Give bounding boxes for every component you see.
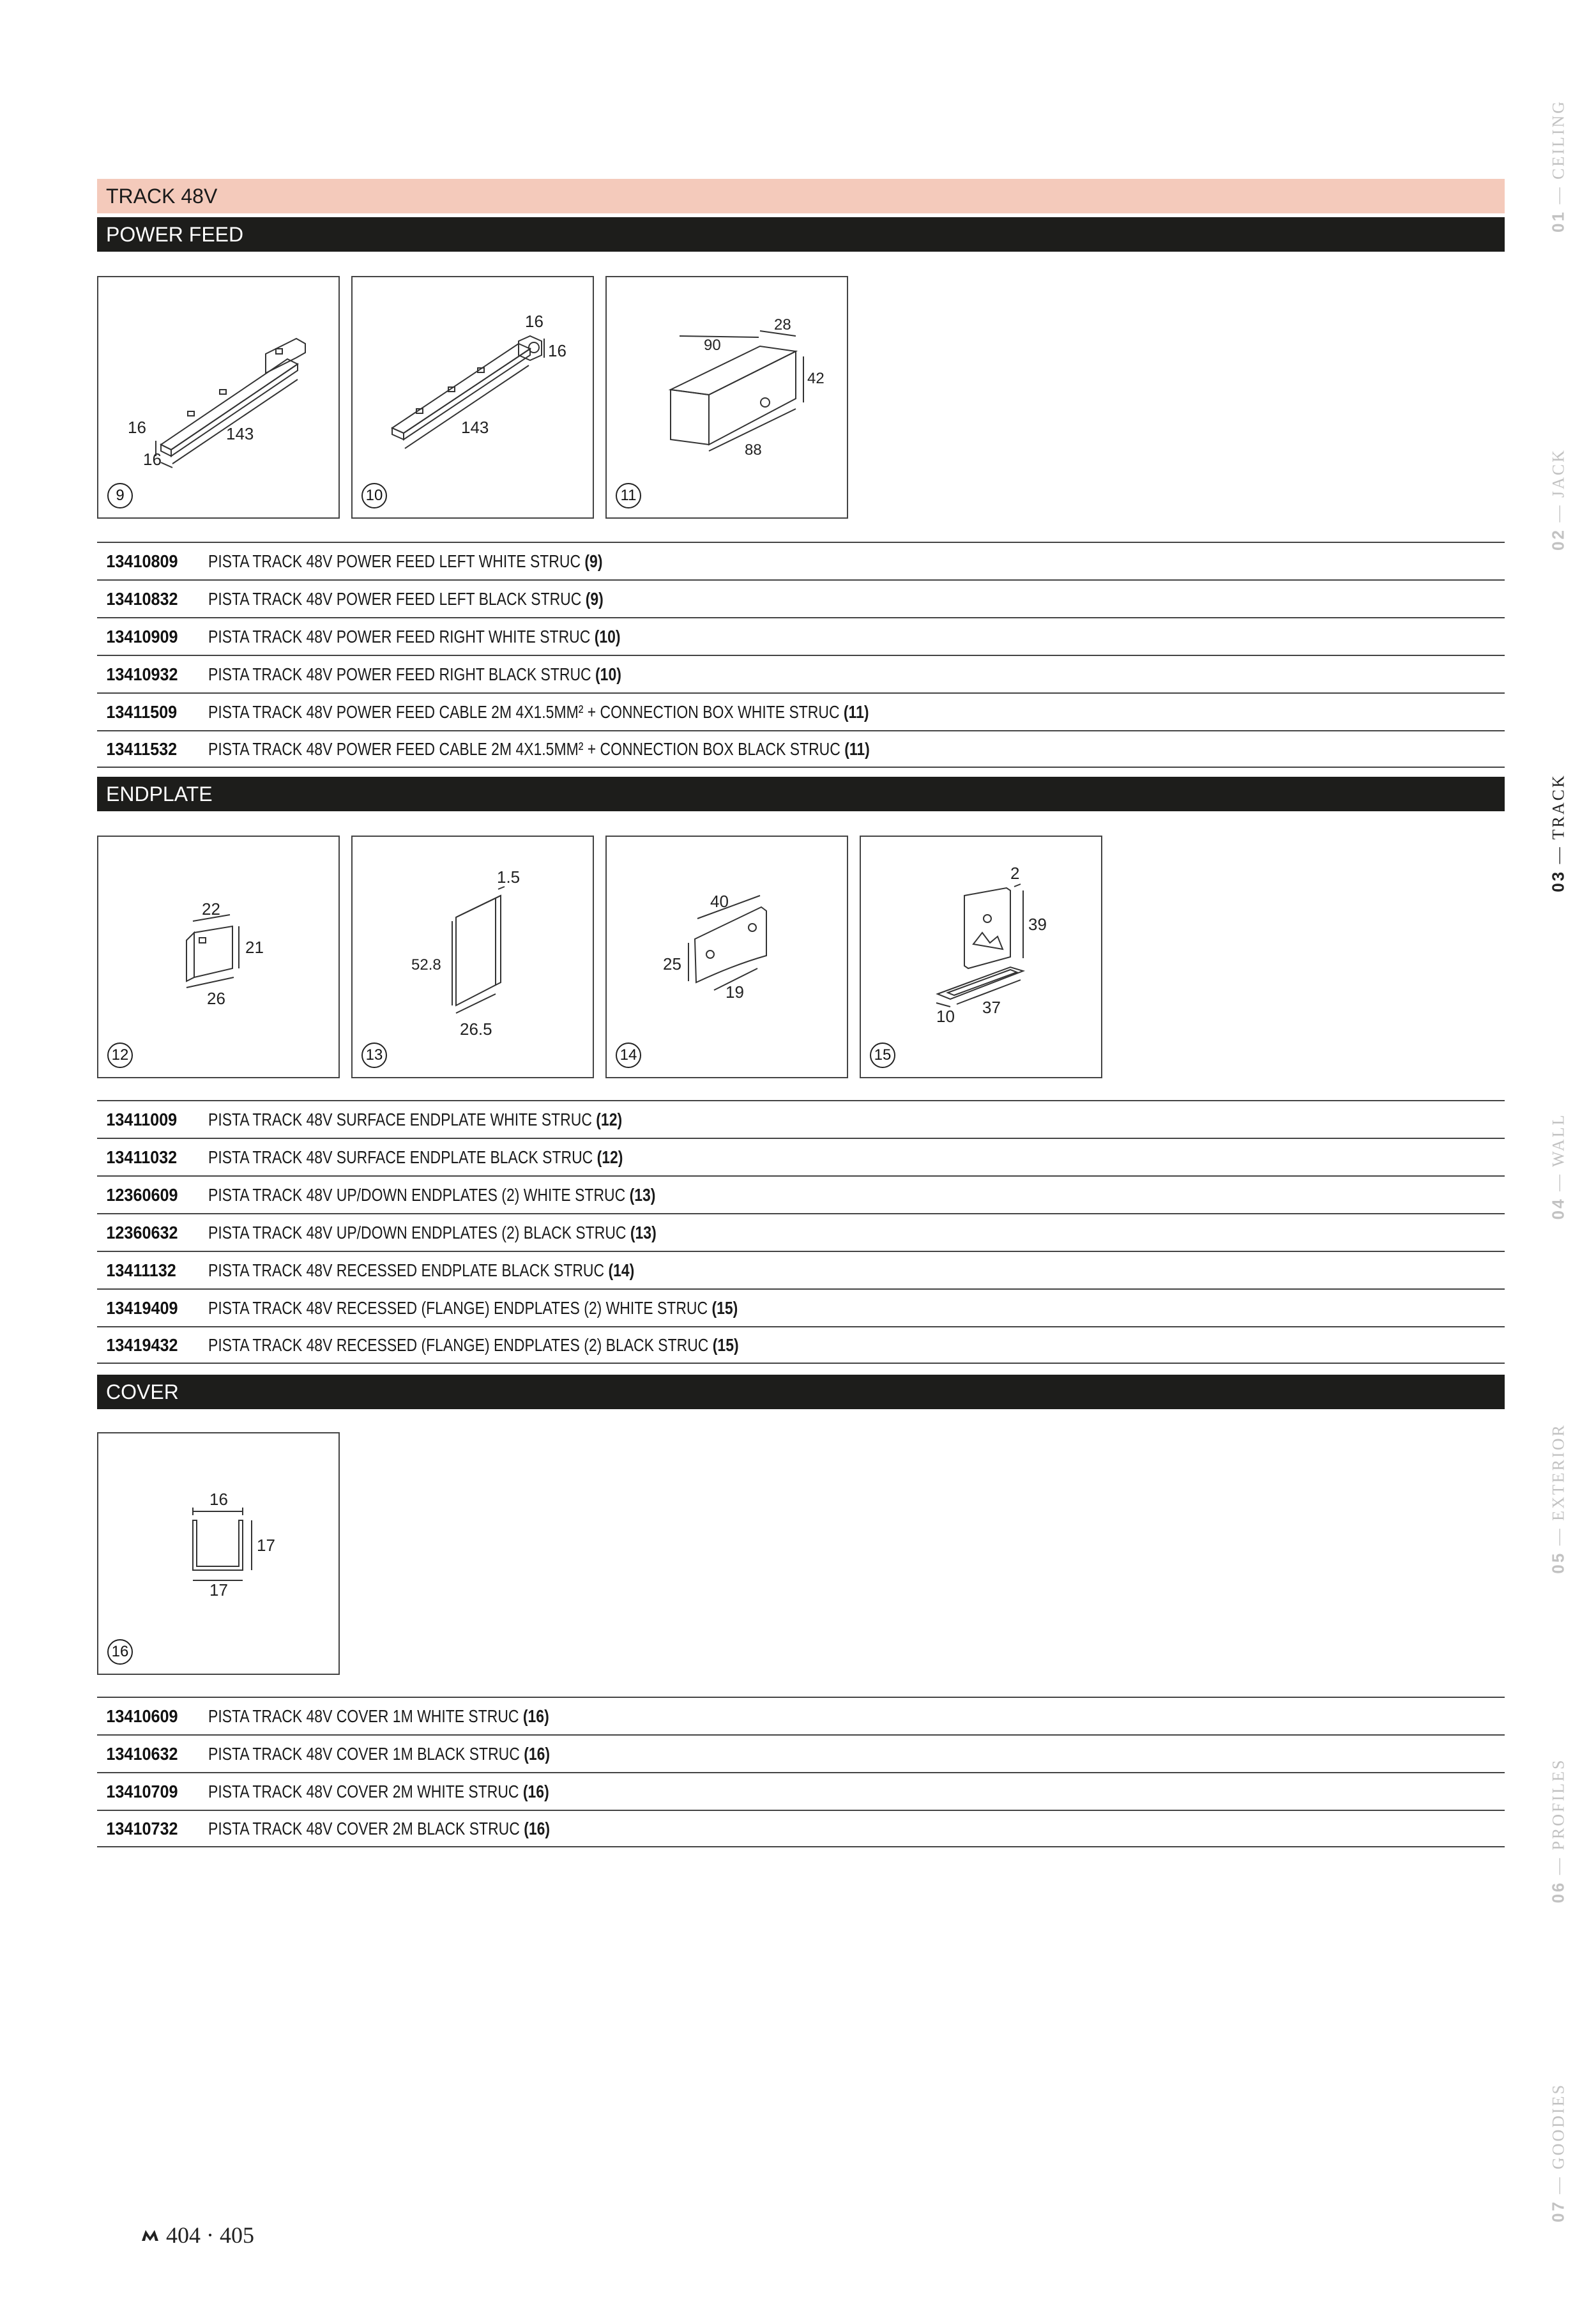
figure-number: 13 xyxy=(361,1043,387,1068)
category-title: TRACK 48V xyxy=(106,185,218,208)
side-nav-ceiling[interactable]: 01 — CEILING xyxy=(1548,100,1568,233)
figure-ref: (11) xyxy=(844,738,870,759)
section-header-cover xyxy=(97,1375,1505,1409)
dim-10-length: 143 xyxy=(461,418,489,437)
power-feed-left-drawing xyxy=(98,277,338,517)
connection-box-drawing xyxy=(607,277,847,517)
product-desc: PISTA TRACK 48V POWER FEED CABLE 2M 4X1.5MM² + CONNECTION BOX BLACK STRUC (11) xyxy=(208,738,870,759)
section-title: POWER FEED xyxy=(106,223,244,246)
figure-ref: (14) xyxy=(608,1260,635,1280)
product-code: 12360632 xyxy=(106,1222,178,1242)
dim-10-width: 16 xyxy=(525,312,543,331)
product-desc: PISTA TRACK 48V UP/DOWN ENDPLATES (2) WHITE STRUC (13) xyxy=(208,1184,656,1205)
dim-13-thickness: 1.5 xyxy=(497,867,521,887)
figure-13 xyxy=(351,836,594,1078)
product-desc: PISTA TRACK 48V SURFACE ENDPLATE WHITE STRUC (12) xyxy=(208,1109,623,1129)
table-row xyxy=(97,1288,1505,1326)
dim-11-length: 90 xyxy=(704,337,721,354)
figure-ref: (13) xyxy=(629,1184,656,1205)
figure-ref: (10) xyxy=(595,664,621,684)
m-logo-icon xyxy=(141,2228,160,2242)
page-numbers: 404 · 405 xyxy=(166,2222,254,2248)
product-code: 13419409 xyxy=(106,1297,178,1318)
product-code: 13411509 xyxy=(106,701,178,722)
product-list-cover xyxy=(97,1697,1505,1847)
category-band xyxy=(97,179,1505,213)
figure-11 xyxy=(605,276,848,519)
product-desc: PISTA TRACK 48V COVER 1M BLACK STRUC (16) xyxy=(208,1743,551,1764)
figure-number: 9 xyxy=(107,483,133,508)
table-row xyxy=(97,730,1505,768)
figure-ref: (15) xyxy=(711,1297,738,1318)
product-desc: PISTA TRACK 48V COVER 1M WHITE STRUC (16) xyxy=(208,1706,549,1726)
dim-16-base: 17 xyxy=(209,1580,228,1600)
product-desc: PISTA TRACK 48V RECESSED ENDPLATE BLACK STRUC (14) xyxy=(208,1260,635,1280)
figure-number: 11 xyxy=(616,483,641,508)
figure-16 xyxy=(97,1432,340,1675)
table-row xyxy=(97,542,1505,579)
dim-12-height: 21 xyxy=(245,938,264,957)
figure-ref: (9) xyxy=(585,588,604,609)
side-nav-wall[interactable]: 04 — WALL xyxy=(1548,1113,1568,1220)
table-row xyxy=(97,655,1505,692)
figure-ref: (13) xyxy=(630,1222,657,1242)
side-nav-profiles[interactable]: 06 — PROFILES xyxy=(1548,1758,1568,1904)
surface-endplate-drawing xyxy=(98,837,338,1077)
table-row xyxy=(97,1251,1505,1288)
figure-10 xyxy=(351,276,594,519)
dim-14-width: 40 xyxy=(710,892,729,911)
product-code: 13411532 xyxy=(106,738,178,759)
figure-number: 12 xyxy=(107,1043,133,1068)
dim-11-height: 42 xyxy=(807,370,825,387)
section-header-endplate xyxy=(97,777,1505,811)
side-nav-jack[interactable]: 02 — JACK xyxy=(1548,448,1568,551)
recessed-endplate-drawing xyxy=(607,837,847,1077)
product-code: 13410932 xyxy=(106,664,178,684)
product-desc: PISTA TRACK 48V RECESSED (FLANGE) ENDPLATES (2) BLACK STRUC (15) xyxy=(208,1334,739,1355)
table-row xyxy=(97,579,1505,617)
product-code: 13410809 xyxy=(106,551,178,571)
table-row xyxy=(97,1326,1505,1364)
product-desc: PISTA TRACK 48V POWER FEED LEFT BLACK STRUC (9) xyxy=(208,588,604,609)
table-row xyxy=(97,617,1505,655)
dim-9-width: 16 xyxy=(143,450,162,469)
dim-15-length: 37 xyxy=(982,998,1001,1017)
dim-9-length: 143 xyxy=(226,424,254,443)
figure-ref: (10) xyxy=(594,626,621,646)
up-down-endplate-drawing xyxy=(353,837,593,1077)
figure-ref: (12) xyxy=(597,1147,623,1167)
product-code: 13410732 xyxy=(106,1818,178,1838)
dim-13-width: 26.5 xyxy=(460,1020,492,1039)
figure-number: 14 xyxy=(616,1043,641,1068)
product-code: 13410832 xyxy=(106,588,178,609)
figure-number: 16 xyxy=(107,1639,133,1665)
product-desc: PISTA TRACK 48V RECESSED (FLANGE) ENDPLATES (2) WHITE STRUC (15) xyxy=(208,1297,738,1318)
table-row xyxy=(97,1734,1505,1772)
table-row xyxy=(97,692,1505,730)
product-code: 13411032 xyxy=(106,1147,178,1167)
dim-16-width: 16 xyxy=(209,1490,228,1509)
product-code: 13410609 xyxy=(106,1706,178,1726)
figure-ref: (12) xyxy=(596,1109,623,1129)
dim-14-height: 25 xyxy=(663,954,681,974)
power-feed-right-drawing xyxy=(353,277,593,517)
product-code: 13410632 xyxy=(106,1743,178,1764)
figure-15 xyxy=(860,836,1102,1078)
product-desc: PISTA TRACK 48V SURFACE ENDPLATE BLACK STRUC (12) xyxy=(208,1147,623,1167)
dim-11-base: 88 xyxy=(745,441,762,459)
product-code: 13410709 xyxy=(106,1781,178,1801)
product-list-endplate xyxy=(97,1100,1505,1364)
figure-9 xyxy=(97,276,340,519)
side-nav-goodies[interactable]: 07 — GOODIES xyxy=(1548,2082,1568,2223)
dim-16-height: 17 xyxy=(257,1536,275,1555)
product-desc: PISTA TRACK 48V UP/DOWN ENDPLATES (2) BLACK STRUC (13) xyxy=(208,1222,657,1242)
side-nav-track[interactable]: 03 — TRACK xyxy=(1548,774,1568,892)
figure-ref: (11) xyxy=(843,701,869,722)
dim-10-height: 16 xyxy=(548,341,566,360)
table-row xyxy=(97,1100,1505,1138)
product-desc: PISTA TRACK 48V POWER FEED CABLE 2M 4X1.5MM² + CONNECTION BOX WHITE STRUC (11) xyxy=(208,701,869,722)
product-list-power-feed xyxy=(97,542,1505,768)
dim-12-depth: 26 xyxy=(207,989,225,1008)
table-row xyxy=(97,1175,1505,1213)
table-row xyxy=(97,1213,1505,1251)
table-row xyxy=(97,1697,1505,1734)
section-title: COVER xyxy=(106,1380,179,1403)
dim-14-depth: 19 xyxy=(726,982,744,1002)
cover-profile-drawing xyxy=(98,1433,338,1674)
figure-14 xyxy=(605,836,848,1078)
figure-number: 15 xyxy=(870,1043,895,1068)
product-code: 13419432 xyxy=(106,1334,178,1355)
dim-15-flange: 10 xyxy=(936,1007,955,1026)
side-nav-exterior[interactable]: 05 — EXTERIOR xyxy=(1548,1423,1568,1574)
figure-ref: (16) xyxy=(522,1781,549,1801)
figure-ref: (15) xyxy=(712,1334,739,1355)
dim-15-thickness: 2 xyxy=(1010,864,1020,883)
flange-endplate-drawing xyxy=(861,837,1101,1077)
product-desc: PISTA TRACK 48V COVER 2M WHITE STRUC (16) xyxy=(208,1781,549,1801)
product-code: 13410909 xyxy=(106,626,178,646)
dim-11-depth: 28 xyxy=(774,316,791,333)
table-row xyxy=(97,1138,1505,1175)
figure-12 xyxy=(97,836,340,1078)
product-code: 13411009 xyxy=(106,1109,178,1129)
product-desc: PISTA TRACK 48V POWER FEED LEFT WHITE STRUC (9) xyxy=(208,551,603,571)
figure-ref: (9) xyxy=(584,551,603,571)
dim-15-height: 39 xyxy=(1028,915,1047,934)
figure-ref: (16) xyxy=(522,1706,549,1726)
table-row xyxy=(97,1810,1505,1847)
table-row xyxy=(97,1772,1505,1810)
product-desc: PISTA TRACK 48V COVER 2M BLACK STRUC (16) xyxy=(208,1818,551,1838)
figure-number: 10 xyxy=(361,483,387,508)
dim-12-width: 22 xyxy=(202,899,220,919)
dim-9-height: 16 xyxy=(128,418,146,437)
product-code: 12360609 xyxy=(106,1184,178,1205)
product-desc: PISTA TRACK 48V POWER FEED RIGHT WHITE STRUC (10) xyxy=(208,626,621,646)
dim-13-height: 52.8 xyxy=(411,956,441,974)
section-header-power-feed xyxy=(97,217,1505,252)
figure-ref: (16) xyxy=(524,1743,551,1764)
product-code: 13411132 xyxy=(106,1260,176,1280)
section-title: ENDPLATE xyxy=(106,783,213,806)
page-footer xyxy=(141,2222,254,2249)
product-desc: PISTA TRACK 48V POWER FEED RIGHT BLACK STRUC (10) xyxy=(208,664,621,684)
figure-ref: (16) xyxy=(524,1818,551,1838)
